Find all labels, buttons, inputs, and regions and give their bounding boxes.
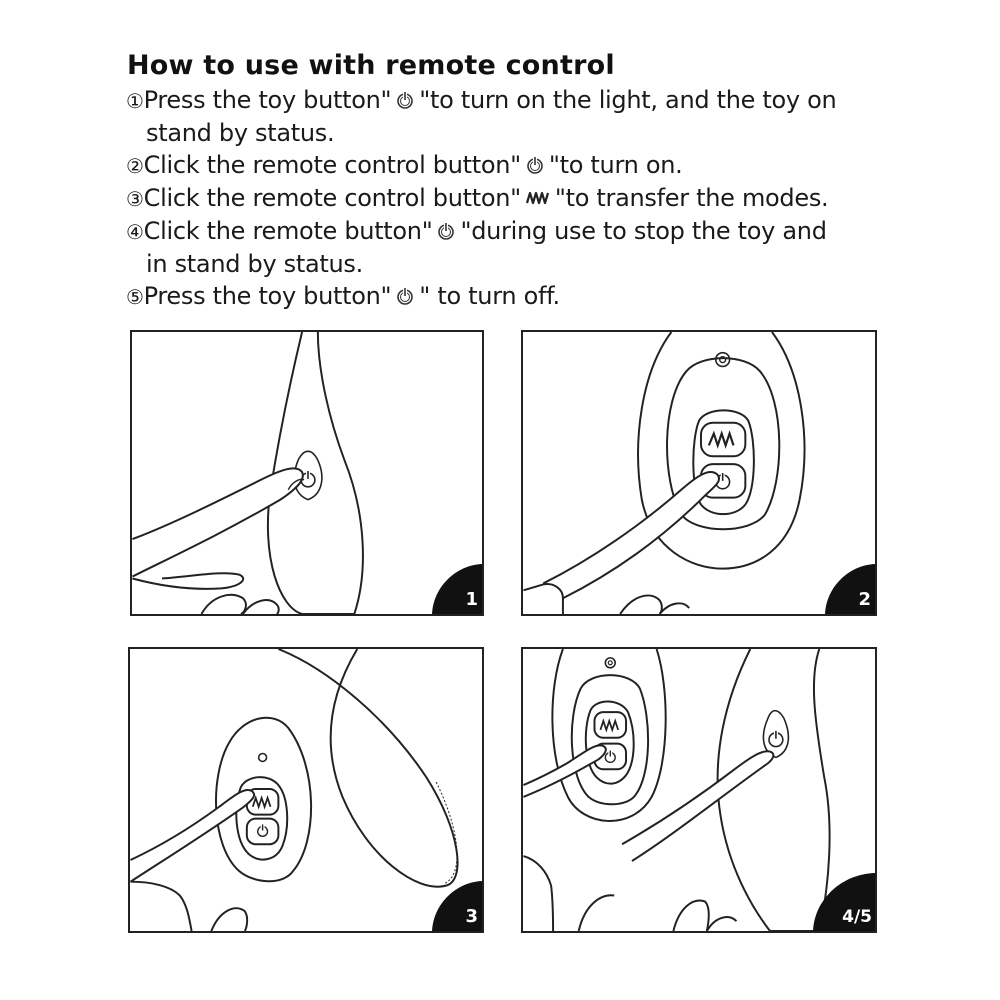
- step-text-after: "to turn on the light, and the toy on: [419, 86, 837, 114]
- step-text-before: Press the toy button": [143, 282, 392, 310]
- step-1: [126, 84, 956, 149]
- power-icon: [525, 155, 545, 175]
- power-icon: [395, 90, 415, 110]
- step-text-before: Click the remote button": [143, 217, 433, 245]
- instruction-list: [126, 84, 956, 313]
- step-badge-3: [432, 881, 484, 933]
- wave-icon: [525, 188, 551, 208]
- remote-power-illustration: [523, 332, 875, 614]
- step-number: ②: [126, 154, 144, 178]
- step-text-after: " to turn off.: [419, 282, 560, 310]
- illustration-panel-1: [130, 330, 484, 616]
- step-text-before: Press the toy button": [143, 86, 392, 114]
- step-text-before: Click the remote control button": [143, 184, 521, 212]
- step-5: [126, 280, 956, 313]
- badge-label: 3: [465, 906, 478, 927]
- toy-button-illustration: [132, 332, 482, 614]
- step-2: [126, 149, 956, 182]
- step-3: [126, 182, 956, 215]
- step-number: ④: [126, 220, 144, 244]
- badge-label: 1: [465, 589, 478, 610]
- step-number: ①: [126, 89, 144, 113]
- step-badge-1: [432, 564, 484, 616]
- illustration-panel-4-5: [521, 647, 877, 933]
- illustration-panel-3: [128, 647, 484, 933]
- step-text-after: "during use to stop the toy and: [460, 217, 827, 245]
- step-badge-2: [825, 564, 877, 616]
- step-continuation: in stand by status.: [146, 250, 363, 278]
- step-number: ⑤: [126, 285, 144, 309]
- badge-label: 4/5: [842, 907, 872, 927]
- step-text-after: "to transfer the modes.: [554, 184, 829, 212]
- power-icon: [395, 286, 415, 306]
- remote-mode-illustration: [130, 649, 482, 931]
- power-icon: [436, 221, 456, 241]
- step-number: ③: [126, 187, 144, 211]
- step-4: [126, 215, 956, 280]
- step-text-after: "to turn on.: [548, 151, 683, 179]
- illustration-panel-2: [521, 330, 877, 616]
- page-title: How to use with remote control: [127, 50, 615, 81]
- step-badge-4-5: [813, 873, 877, 933]
- step-text-before: Click the remote control button": [143, 151, 521, 179]
- badge-label: 2: [858, 589, 871, 610]
- step-continuation: stand by status.: [146, 119, 335, 147]
